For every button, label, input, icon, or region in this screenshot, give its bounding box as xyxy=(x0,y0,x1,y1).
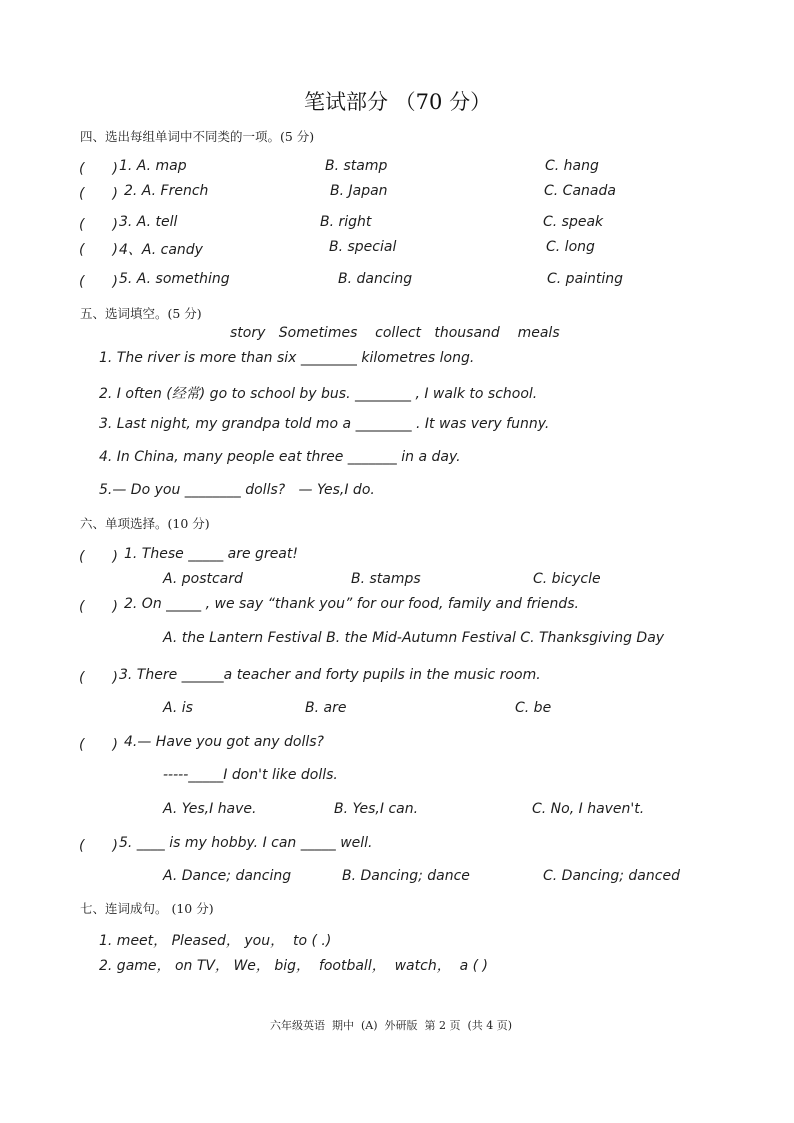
section-6-heading: 六、单项选择。(10 分) xyxy=(80,516,210,531)
dialogue-reply: -----_____I don't like dolls. xyxy=(163,767,338,783)
reorder-item-2: 2. game， on TV， We， big， football， watch， a ( ) xyxy=(99,958,488,974)
answer-bracket: ( ) xyxy=(79,186,118,202)
option-b: B. stamp xyxy=(325,158,388,174)
option-c: C. speak xyxy=(543,214,604,230)
option-b: B. dancing xyxy=(338,271,413,287)
option-c: C. Dancing; danced xyxy=(543,868,680,884)
option-b: B. stamps xyxy=(351,571,421,587)
section-4-heading: 四、选出每组单词中不同类的一项。(5 分) xyxy=(80,129,315,144)
option-a: 5. A. something xyxy=(119,271,230,287)
option-a: A. postcard xyxy=(163,571,243,587)
answer-bracket: ( ) xyxy=(79,737,118,753)
answer-bracket: ( ) xyxy=(79,217,118,233)
answer-bracket: ( ) xyxy=(79,838,118,854)
option-c: C. be xyxy=(515,700,552,716)
fill-sentence-1: 1. The river is more than six ________ kilometres long. xyxy=(99,350,475,366)
option-b: B. Dancing; dance xyxy=(342,868,470,884)
fill-sentence-2: 2. I often (经常) go to school by bus. ________ , I walk to school. xyxy=(99,386,538,402)
option-c: C. No, I haven't. xyxy=(532,801,645,817)
answer-bracket: ( ) xyxy=(79,599,118,615)
option-a: A. is xyxy=(163,700,193,716)
option-b: B. right xyxy=(320,214,372,230)
question-stem: 2. On _____ , we say “thank you” for our food, family and friends. xyxy=(124,596,580,612)
option-a: 3. A. tell xyxy=(119,214,178,230)
section-7-heading: 七、连词成句。 (10 分) xyxy=(80,901,214,916)
fill-sentence-5: 5.— Do you ________ dolls? — Yes,I do. xyxy=(99,482,375,498)
option-c: C. hang xyxy=(545,158,599,174)
option-b: B. are xyxy=(305,700,347,716)
answer-bracket: ( ) xyxy=(79,161,118,177)
question-stem: 4.— Have you got any dolls? xyxy=(124,734,324,750)
page-title: 笔试部分 （70 分） xyxy=(304,90,492,114)
option-c: C. long xyxy=(546,239,595,255)
option-a: 1. A. map xyxy=(119,158,187,174)
option-c: C. bicycle xyxy=(533,571,601,587)
section-5-heading: 五、选词填空。(5 分) xyxy=(80,306,202,321)
option-c: C. Canada xyxy=(544,183,616,199)
option-a: A. Yes,I have. xyxy=(163,801,257,817)
page-footer: 六年级英语 期中 (A) 外研版 第 2 页 (共 4 页) xyxy=(270,1019,513,1032)
question-stem: 1. These _____ are great! xyxy=(124,546,298,562)
word-bank: story Sometimes collect thousand meals xyxy=(230,325,560,341)
fill-sentence-4: 4. In China, many people eat three _______ in a day. xyxy=(99,449,461,465)
answer-bracket: ( ) xyxy=(79,274,118,290)
option-b: B. Yes,I can. xyxy=(334,801,419,817)
options-line: A. the Lantern Festival B. the Mid-Autumn Festival C. Thanksgiving Day xyxy=(163,630,665,646)
fill-sentence-3: 3. Last night, my grandpa told mo a ________ . It was very funny. xyxy=(99,416,550,432)
question-stem: 3. There ______a teacher and forty pupils in the music room. xyxy=(119,667,541,683)
option-a: 2. A. French xyxy=(124,183,209,199)
option-a: A. Dance; dancing xyxy=(163,868,292,884)
reorder-item-1: 1. meet， Pleased， you， to ( .) xyxy=(99,933,332,949)
option-a: 4、A. candy xyxy=(119,242,203,258)
option-c: C. painting xyxy=(547,271,624,287)
option-b: B. Japan xyxy=(330,183,388,199)
answer-bracket: ( ) xyxy=(79,670,118,686)
question-stem: 5. ____ is my hobby. I can _____ well. xyxy=(119,835,373,851)
answer-bracket: ( ) xyxy=(79,549,118,565)
option-b: B. special xyxy=(329,239,397,255)
answer-bracket: ( ) xyxy=(79,242,118,258)
